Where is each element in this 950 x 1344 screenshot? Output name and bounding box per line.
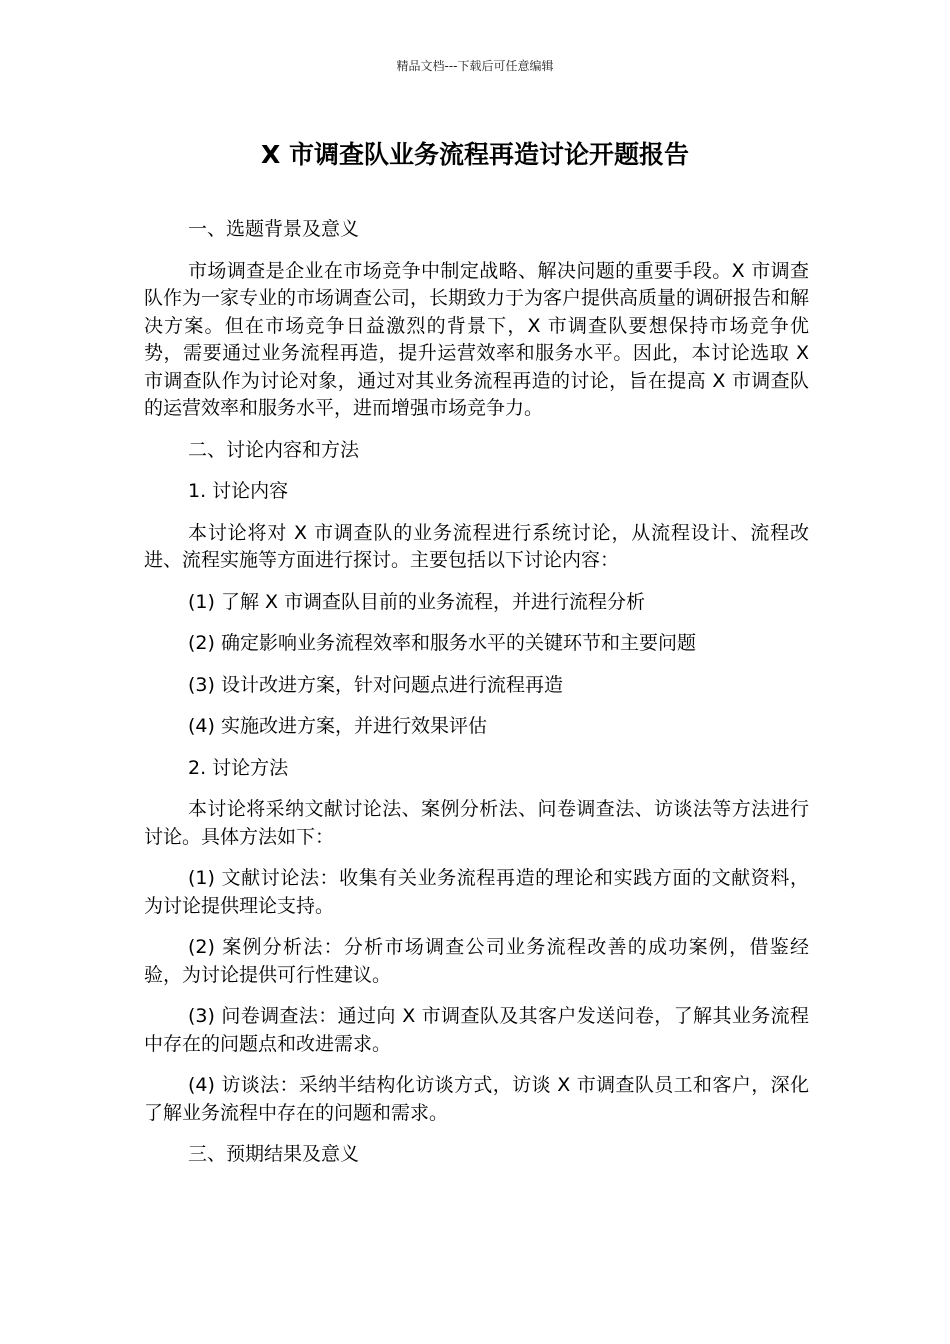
list-item: (1) 文献讨论法：收集有关业务流程再造的理论和实践方面的文献资料，为讨论提供理论支持。: [144, 867, 809, 917]
list-item: (2) 确定影响业务流程效率和服务水平的关键环节和主要问题: [188, 632, 696, 654]
section-heading-3: 三、预期结果及意义: [188, 1143, 360, 1165]
subheading-methods: 2. 讨论方法: [188, 756, 289, 779]
paragraph-content-intro: 本讨论将对 X 市调查队的业务流程进行系统讨论，从流程设计、流程改进、流程实施等方面进行探讨。主要包括以下讨论内容：: [144, 521, 809, 571]
document-body: [144, 216, 809, 1169]
list-item: (2) 案例分析法：分析市场调查公司业务流程改善的成功案例，借鉴经验，为讨论提供可行性建议。: [144, 936, 809, 986]
list-item: (3) 问卷调查法：通过向 X 市调查队及其客户发送问卷，了解其业务流程中存在的问题点和改进需求。: [144, 1005, 809, 1055]
section-heading-1: 一、选题背景及意义: [188, 218, 360, 240]
list-item: (4) 实施改进方案，并进行效果评估: [188, 715, 487, 737]
paragraph-methods-intro: 本讨论将采纳文献讨论法、案例分析法、问卷调查法、访谈法等方法进行讨论。具体方法如下：: [144, 798, 809, 848]
section-heading-2: 二、讨论内容和方法: [188, 438, 360, 461]
list-item: (4) 访谈法：采纳半结构化访谈方式，访谈 X 市调查队员工和客户，深化了解业务流程中存在的问题和需求。: [144, 1074, 809, 1124]
paragraph-background: 市场调查是企业在市场竞争中制定战略、解决问题的重要手段。X 市调查队作为一家专业的市场调查公司，长期致力于为客户提供高质量的调研报告和解决方案。但在市场竞争日益激烈的背景下，X 市调查队要想保持市场竞争优势，需要通过业务流程再造，提升运营效率和服务水平。因此，本讨论选取 X 市调查队作为讨论对象，通过对其业务流程再造的讨论，旨在提高 X 市调查队的运营效率和服务水平，进而增强市场竞争力。: [144, 259, 810, 419]
subheading-content: 1. 讨论内容: [188, 480, 289, 502]
document-title: X 市调查队业务流程再造讨论开题报告: [261, 140, 689, 169]
list-item: (3) 设计改进方案，针对问题点进行流程再造: [188, 673, 563, 696]
list-item: (1) 了解 X 市调查队目前的业务流程，并进行流程分析: [188, 590, 646, 613]
header-note: 精品文档---下载后可任意编辑: [396, 59, 554, 73]
